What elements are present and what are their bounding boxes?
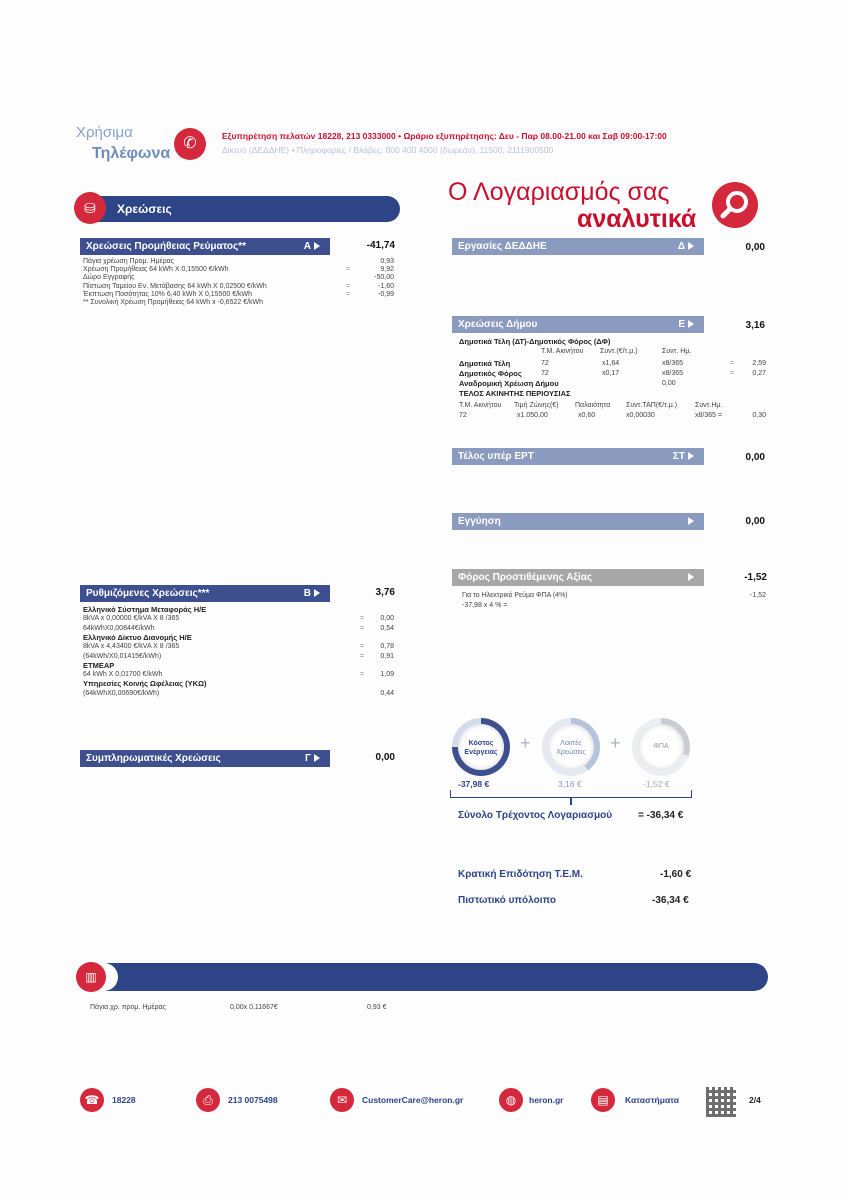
email-icon: ✉ (330, 1088, 354, 1112)
subsidy-label: Κρατική Επιδότηση Τ.Ε.Μ. (458, 869, 583, 880)
bottom-col3: 0,93 € (367, 1004, 387, 1011)
section-b-bar (80, 585, 330, 602)
e-tap-val-1: 72 (459, 412, 467, 419)
section-g-total: 0,00 (375, 752, 395, 763)
arrow-right-icon (688, 517, 694, 525)
arrow-right-icon (688, 242, 694, 250)
section-a-bar (80, 238, 330, 255)
fpa-row1: Για το Ηλεκτρικό Ρεύμα ΦΠΑ (4%) (462, 592, 568, 599)
arrow-right-icon (314, 754, 320, 762)
charges-title: Χρεώσεις (117, 202, 172, 216)
globe-icon: ◍ (499, 1088, 523, 1112)
useful-label-small: Χρήσιμα (76, 124, 133, 141)
e-tap-head-4: Συντ.ΤΑΠ(€/τ.μ.) (626, 402, 678, 409)
section-g-bar (80, 750, 330, 767)
row-col3: x8/365 (662, 360, 684, 367)
section-e-code: Ε (678, 319, 685, 330)
row-eq: = (360, 643, 365, 651)
row-value: -0,99 (378, 290, 394, 298)
arrow-right-icon (688, 573, 694, 581)
arrow-right-icon (688, 320, 694, 328)
chart-icon: ▥ (76, 962, 106, 992)
row-col1: 72 (541, 360, 549, 367)
section-d-label: Εργασίες ΔΕΔΔΗΕ (458, 241, 547, 252)
e-tap-val-5: x8/365 = (695, 412, 723, 419)
row-eq: = (346, 282, 351, 290)
other-charges-label: Λοιπές Χρεώσεις (556, 740, 586, 756)
fpa-row1-value: -1,52 (750, 592, 766, 599)
row-eq: = (360, 615, 365, 623)
footer-email[interactable]: CustomerCare@heron.gr (362, 1095, 464, 1105)
fax-icon: ⎙ (196, 1088, 220, 1112)
e-tap-value: 0,30 (752, 412, 766, 419)
e-tap-val-3: x0,60 (578, 412, 596, 419)
row-eq: = (360, 624, 365, 632)
e-head-1: Τ.Μ. Ακινήτου (541, 348, 584, 355)
e-subtitle: Δημοτικά Τέλη (ΔΤ)-Δημοτικός Φόρος (ΔΦ) (459, 337, 611, 346)
row-col1: 72 (541, 370, 549, 377)
bottom-col2: 0,00x 0,11667€ (230, 1004, 278, 1011)
vat-label: ΦΠΑ (653, 743, 669, 750)
row-value: 0,93 (380, 258, 394, 265)
section-fpa-bar (452, 569, 704, 586)
vat-value: -1,52 € (643, 779, 670, 789)
row-label: Πίστωση Ταμείου Εν. Μετάβασης 64 kWh X 0,02500 €/kWh (83, 282, 267, 290)
subsidy-value: -1,60 € (660, 869, 692, 880)
bill-total-label: Σύνολο Τρέχοντος Λογαριασμού (458, 810, 613, 821)
page-number: 2/4 (749, 1095, 761, 1105)
row-value: 0,00 (380, 615, 394, 623)
e-tap-val-2: x1.050,00 (517, 412, 548, 419)
other-charges-value: 3,16 € (558, 779, 582, 789)
section-d-code: Δ (677, 241, 685, 252)
row-eq: = (360, 671, 365, 679)
energy-cost-value: -37,98 € (458, 779, 490, 789)
row-col2: x1,64 (602, 360, 620, 367)
footer-fax[interactable]: 213 0075498 (228, 1095, 278, 1105)
row-label: Δημοτικός Φόρος (459, 369, 522, 378)
section-b-total: 3,76 (375, 587, 395, 598)
row-eq: = (346, 290, 351, 298)
useful-label-big: Τηλέφωνα (92, 145, 171, 162)
section-e-bar (452, 316, 704, 333)
page-title-line1: Ο Λογαριασμός σας (448, 178, 670, 206)
phone-icon: ✆ (174, 128, 206, 160)
row-label: Έκπτωση Ποσότητας 10% 6,40 kWh X 0,15500 €/kWh (83, 290, 253, 298)
credit-label: Πιστωτικό υπόλοιπο (458, 895, 556, 906)
section-fpa-label: Φόρος Προστιθέμενης Αξίας (458, 572, 593, 583)
arrow-right-icon (314, 589, 320, 597)
section-a-code: Α (303, 241, 311, 252)
row-label: Ελληνικό Σύστημα Μεταφοράς Η/Ε (83, 605, 207, 614)
header-line2: Δίκτυο (ΔΕΔΔΗΕ) • Πληροφορίες / Βλάβες: 800 400 4000 (δωρεάν), 11500, 2111900500 (222, 145, 554, 155)
section-st-total: 0,00 (745, 452, 765, 463)
plus-icon: + (610, 733, 621, 753)
e-tap-head-1: Τ.Μ. Ακινήτου (459, 402, 502, 409)
row-value: 1,09 (380, 671, 394, 679)
row-eq: = (730, 370, 735, 377)
row-label: Δημοτικά Τέλη (459, 359, 511, 368)
section-st-label: Τέλος υπέρ ΕΡΤ (458, 451, 534, 462)
row-eq: = (360, 652, 365, 660)
e-tap-head-5: Συντ.Ημ. (695, 402, 723, 409)
section-e-total: 3,16 (745, 320, 765, 331)
fpa-row2: -37,98 x 4 % = (462, 602, 508, 609)
qr-code-icon (706, 1087, 736, 1117)
row-value: 2,59 (752, 360, 766, 367)
row-label: ΕΤΜΕΑΡ (83, 660, 115, 670)
e-tap-head-2: Τιμή Ζώνης(€) (514, 402, 559, 409)
section-d-bar (452, 238, 704, 255)
charges-icon: ⛁ (74, 192, 106, 224)
row-col3: x8/365 (662, 370, 684, 377)
row-value: -1,60 (378, 282, 394, 290)
e-retro-value: 0,00 (662, 380, 676, 387)
credit-value: -36,34 € (652, 895, 689, 906)
footer-stores[interactable]: Καταστήματα (625, 1095, 679, 1105)
e-head-2: Συντ.(€/τ.μ.) (600, 348, 638, 355)
row-value: 0,27 (752, 370, 766, 377)
row-eq: = (730, 360, 735, 367)
section-a-label: Χρεώσεις Προμήθειας Ρεύματος** (86, 241, 246, 252)
section-st-bar (452, 448, 704, 465)
section-st-code: ΣΤ (672, 451, 685, 462)
row-label: 64kWhX0,00844€/kWh (83, 624, 155, 632)
row-value: 0,78 (380, 643, 394, 651)
arrow-right-icon (314, 242, 320, 250)
section-z-total: 0,00 (745, 516, 765, 527)
row-col2: x0,17 (602, 370, 620, 377)
section-b-code: Β (303, 588, 311, 599)
e-head-3: Συντ. Ημ. (662, 348, 692, 355)
page-title-line2: αναλυτικά (577, 205, 697, 233)
row-value: 0,54 (380, 624, 394, 632)
bill-total-value: = -36,34 € (638, 810, 684, 821)
row-label: Χρέωση Προμήθειας 64 kWh X 0,15500 €/kWh (83, 266, 229, 274)
bottom-col1: Πάγια.χρ. προμ. Ημέρας (90, 1004, 166, 1011)
header-line1: Εξυπηρέτηση πελατών 18228, 213 0333000 • Ωράριο εξυπηρέτησης: Δευ - Παρ 08.00-21.00 και Σαβ 09:00-17:00 (222, 131, 667, 141)
footer-phone[interactable]: 18228 (112, 1095, 136, 1105)
row-label: Δώρο Εγγραφής (83, 274, 135, 282)
plus-icon: + (520, 733, 531, 753)
row-label: Υπηρεσίες Κοινής Ωφέλειας (ΥΚΩ) (83, 679, 207, 689)
section-d-total: 0,00 (745, 242, 765, 253)
row-value: -50,00 (374, 274, 394, 282)
magnifier-icon (712, 182, 758, 228)
e-tap-val-4: x0,00030 (626, 412, 655, 419)
e-retro-label: Αναδρομική Χρέωση Δήμου (459, 379, 559, 388)
e-tap-head-3: Παλαιότητα (575, 402, 611, 409)
footer-web[interactable]: heron.gr (529, 1095, 564, 1105)
row-value: 0,91 (380, 652, 394, 660)
section-g-label: Συμπληρωματικές Χρεώσεις (86, 753, 221, 764)
section-a-total: -41,74 (366, 240, 395, 251)
row-label: 64 kWh X 0,01700 €/kWh (83, 671, 163, 679)
row-label: Ελληνικό Δίκτυο Διανομής Η/Ε (83, 632, 192, 642)
telephone-icon: ☎ (80, 1088, 104, 1112)
arrow-right-icon (688, 452, 694, 460)
row-label: 8kVA x 4,43400 €/kVA X 8 /365 (83, 643, 180, 651)
section-z-label: Εγγύηση (458, 516, 501, 527)
row-value: 0,44 (380, 689, 394, 697)
section-fpa-total: -1,52 (744, 572, 767, 583)
section-e-label: Χρεώσεις Δήμου (458, 319, 538, 330)
row-label: ** Συνολική Χρέωση Προμήθειας 64 kWh x -0,6522 €/kWh (83, 299, 264, 306)
energy-cost-label: Κόστος Ενέργειας (464, 740, 498, 756)
row-label: (64kWh/X0,01415€/kWh) (83, 652, 162, 660)
store-icon: ▤ (591, 1088, 615, 1112)
row-eq: = (346, 266, 351, 274)
row-label: (64kWhX0,00690€/kWh) (83, 689, 160, 697)
section-b-label: Ρυθμιζόμενες Χρεώσεις*** (86, 588, 210, 599)
bottom-banner (100, 963, 768, 991)
row-label: 8kVA x 0,00000 €/kVA X 8 /365 (83, 615, 180, 623)
row-value: 9,92 (380, 266, 394, 274)
row-label: Πάγια χρέωση Προμ. Ημέρας (83, 258, 175, 265)
e-tap-title: ΤΕΛΟΣ ΑΚΙΝΗΤΗΣ ΠΕΡΙΟΥΣΙΑΣ (459, 389, 571, 398)
section-g-code: Γ (304, 753, 311, 764)
section-z-bar (452, 513, 704, 530)
